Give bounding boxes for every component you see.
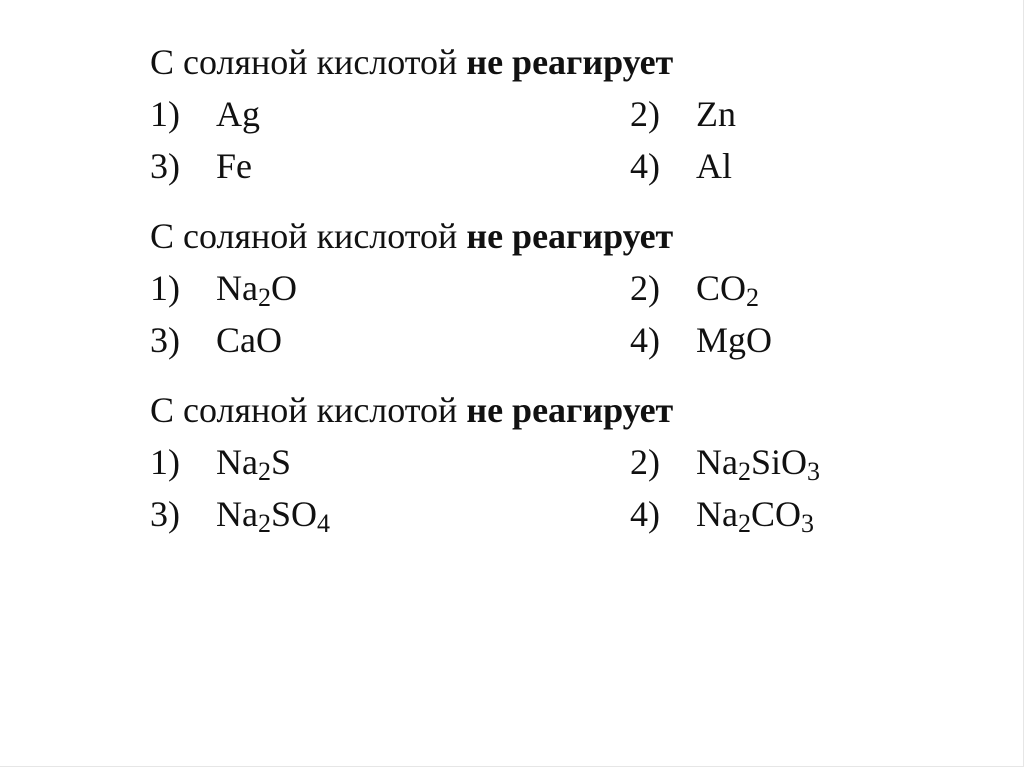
formula: $Na_2SiO_3$ xyxy=(696,442,821,486)
question-emphasis: не реагирует xyxy=(466,390,674,430)
option-1 xyxy=(150,436,291,488)
option-number: 1) xyxy=(150,442,180,482)
question-emphasis: не реагирует xyxy=(466,216,674,256)
option-3 xyxy=(150,488,330,540)
option-number: 3) xyxy=(150,494,180,534)
option-1 xyxy=(150,262,297,314)
question-3 xyxy=(150,384,870,540)
question-list xyxy=(150,36,870,558)
option-1 xyxy=(150,88,260,140)
option-row xyxy=(150,488,870,540)
option-number: 2) xyxy=(630,94,660,134)
formula: MgO xyxy=(696,320,773,360)
option-2 xyxy=(630,436,820,488)
option-3 xyxy=(150,314,282,366)
option-number: 4) xyxy=(630,494,660,534)
option-4 xyxy=(630,488,814,540)
option-row xyxy=(150,314,870,366)
option-4 xyxy=(630,140,732,192)
option-row xyxy=(150,436,870,488)
formula: Fe xyxy=(216,146,252,186)
question-1 xyxy=(150,36,870,192)
formula: $Na_2SO_4$ xyxy=(216,494,331,538)
option-number: 1) xyxy=(150,268,180,308)
question-prefix: С соляной кислотой xyxy=(150,42,458,82)
question-prefix: С соляной кислотой xyxy=(150,390,458,430)
question-2 xyxy=(150,210,870,366)
formula: CaO xyxy=(216,320,282,360)
option-row xyxy=(150,262,870,314)
option-row xyxy=(150,140,870,192)
option-number: 3) xyxy=(150,146,180,186)
question-title xyxy=(150,384,870,436)
option-4 xyxy=(630,314,772,366)
option-number: 1) xyxy=(150,94,180,134)
formula: $Na_2CO_3$ xyxy=(696,494,814,538)
formula: $Na_2O$ xyxy=(216,268,297,312)
formula: $CO_2$ xyxy=(696,268,760,312)
option-2 xyxy=(630,262,759,314)
option-number: 3) xyxy=(150,320,180,360)
formula: $Na_2S$ xyxy=(216,442,292,486)
formula: Al xyxy=(696,146,732,186)
formula: Zn xyxy=(696,94,736,134)
option-number: 2) xyxy=(630,268,660,308)
option-number: 4) xyxy=(630,320,660,360)
option-number: 2) xyxy=(630,442,660,482)
question-emphasis: не реагирует xyxy=(466,42,674,82)
question-title xyxy=(150,36,870,88)
option-3 xyxy=(150,140,252,192)
option-row xyxy=(150,88,870,140)
question-title xyxy=(150,210,870,262)
formula: Ag xyxy=(216,94,260,134)
option-2 xyxy=(630,88,736,140)
option-number: 4) xyxy=(630,146,660,186)
question-prefix: С соляной кислотой xyxy=(150,216,458,256)
